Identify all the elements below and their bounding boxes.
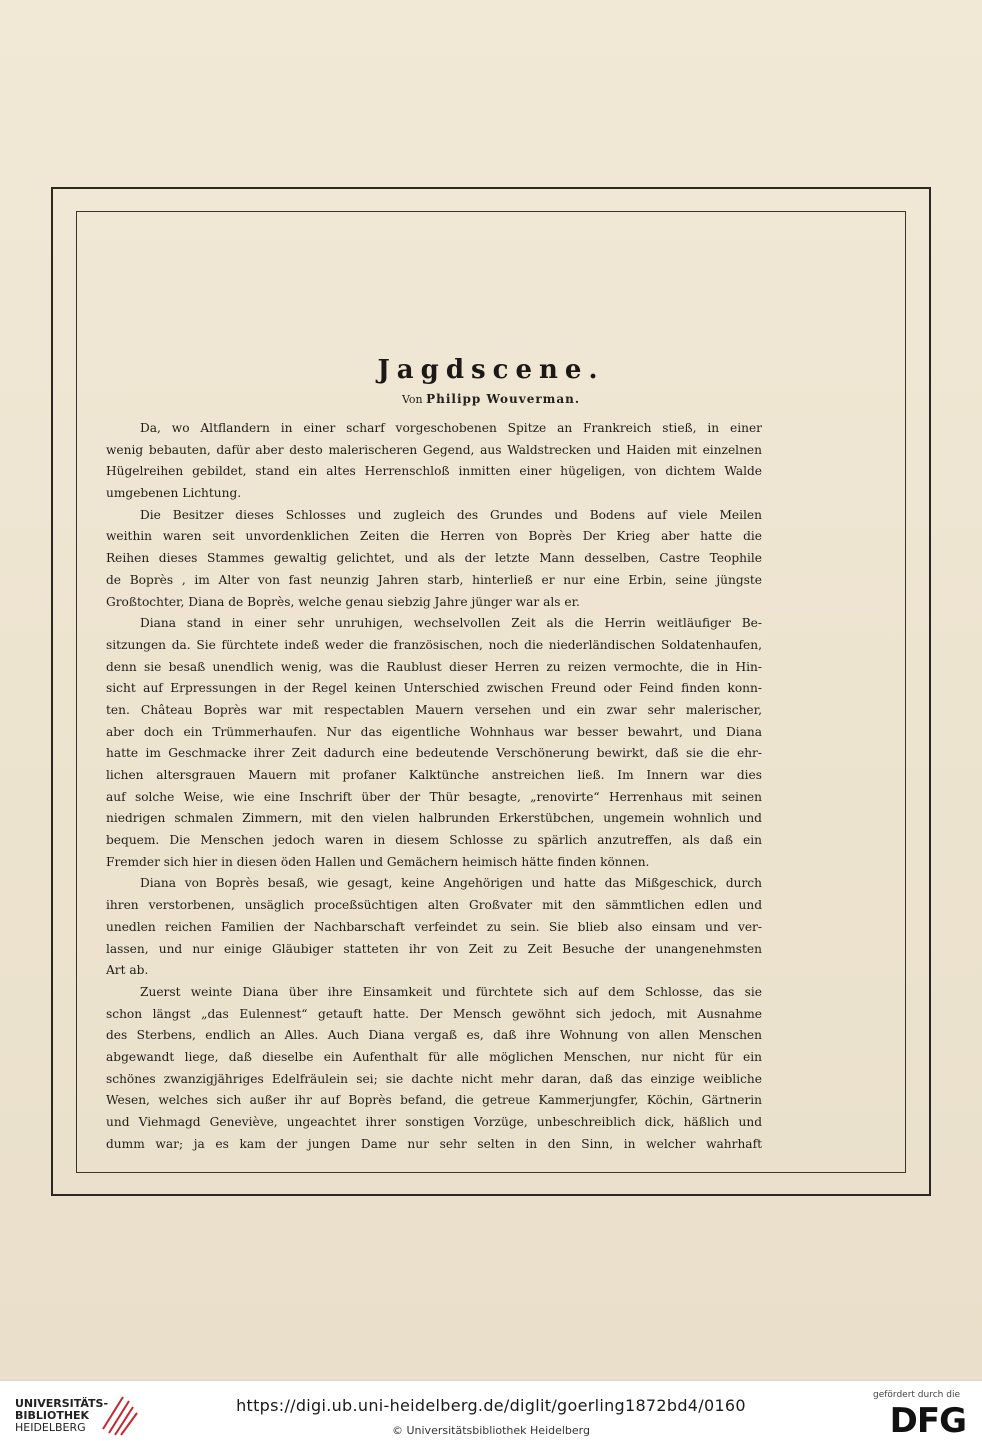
author-name: Philipp Wouverman. [426, 392, 581, 406]
text-line: Diana von Boprès besaß, wie gesagt, keine Angehörigen und hatte das Mißgeschick, durch [140, 876, 762, 891]
text-line: Die Besitzer dieses Schlosses und zugleich des Grundes und Bodens auf viele Meilen [140, 507, 762, 522]
article-title: Jagdscene. [377, 355, 605, 385]
text-line: Wesen, welches sich außer ihr auf Boprès befand, die getreue Kammerjungfer, Köchin, Gärtnerin [106, 1093, 762, 1108]
text-line: bequem. Die Menschen jedoch waren in diesem Schlosse zu spärlich anzutreffen, als daß ein [106, 833, 762, 848]
byline [0, 392, 982, 406]
text-line: unedlen reichen Familien der Nachbarschaft verfeindet zu sein. Sie blieb also einsam und ver- [106, 919, 762, 934]
text-line: und Viehmagd Genevièvе, ungeachtet ihrer sonstigen Vorzüge, unbeschreiblich dick, häßlich und [106, 1115, 762, 1129]
body-text [106, 418, 762, 1155]
text-line: ten. Château Boprès war mit respectablen Mauern versehen und ein zwar sehr malerischer, [106, 702, 762, 717]
text-line: Hügelreihen gebildet, stand ein altes Herrenschloß inmitten einer hügeligen, von dichtem Walde [106, 464, 762, 479]
text-line: wenig bebauten, dafür aber desto malerischeren Gegend, aus Waldstrecken und Haiden mit einzelnen [106, 442, 762, 457]
viewer-footer [0, 1380, 982, 1450]
text-line: Art ab. [106, 963, 149, 978]
text-line: des Sterbens, endlich an Alles. Auch Diana vergaß es, daß ihre Wohnung von allen Menschen [106, 1028, 762, 1043]
text-line: schon längst „das Eulennest“ getauft hatte. Der Mensch gewöhnt sich jedoch, mit Ausnahme [106, 1006, 762, 1021]
logo-line-3: HEIDELBERG [15, 1421, 86, 1434]
text-line: de Boprès , im Alter von fast neunzig Jahren starb, hinterließ er nur eine Erbin, seine jüngste [106, 572, 762, 587]
text-line: auf solche Weise, wie eine Inschrift über der Thür besagte, „renovirte“ Herrenhaus mit seinen [106, 789, 762, 804]
text-line: niedrigen schmalen Zimmern, mit den vielen halbrunden Erkerstübchen, ungemein wohnlich und [106, 811, 762, 826]
text-line: Reihen dieses Stammes gewaltig gelichtet, und als der letzte Mann desselben, Castre Teophile [106, 551, 762, 566]
text-line: Da, wo Altflandern in einer scharf vorgeschobenen Spitze an Frankreich stieß, in einer [140, 421, 762, 435]
text-line: abgewandt liege, daß dieselbe ein Aufenthalt für alle möglichen Menschen, nur nicht für ein [106, 1049, 762, 1064]
text-line: lichen altersgrauen Mauern mit profaner Kalktünche anstreichen ließ. Im Innern war dies [106, 768, 762, 782]
text-line: dumm war; ja es kam der jungen Dame nur sehr selten in den Sinn, in welcher wahrhaft [106, 1136, 762, 1151]
logo-line-2: BIBLIOTHEK [15, 1409, 90, 1422]
text-line: Großtochter, Diana de Boprès, welche genau siebzig Jahre jünger war als er. [106, 594, 580, 609]
text-line: umgebenen Lichtung. [106, 486, 242, 501]
text-line: Fremder sich hier in diesen öden Hallen und Gemächern heimisch hätte finden können. [106, 854, 650, 869]
permalink-url[interactable]: https://digi.ub.uni-heidelberg.de/diglit/goerling1872bd4/0160 [236, 1396, 746, 1415]
logo-line-1: UNIVERSITÄTS- [15, 1397, 109, 1410]
text-line: aber doch ein Trümmerhaufen. Nur das eigentliche Wohnhaus war besser bewahrt, und Diana [106, 724, 762, 739]
text-line: Zuerst weinte Diana über ihre Einsamkeit und fürchtete sich auf dem Schlosse, das sie [140, 984, 762, 999]
text-line: sitzungen da. Sie fürchtete indeß weder die französischen, noch die niederländischen Soldatenhaufen, [106, 637, 762, 652]
text-line: Diana stand in einer sehr unruhigen, wechselvollen Zeit als die Herrin weitläufiger Be- [140, 616, 762, 631]
text-line: hatte im Geschmacke ihrer Zeit dadurch eine bedeutende Verschönerung bewirkt, daß sie die ehr- [106, 746, 762, 761]
text-line: lassen, und nur einige Gläubiger statteten ihr von Zeit zu Zeit Besuche der unangenehmsten [106, 941, 762, 956]
dfg-logo-icon[interactable]: DFG [889, 1401, 966, 1441]
text-line: denn sie besaß unendlich wenig, was die Raublust dieser Herren zu reizen vermochte, die in Hin- [106, 659, 762, 674]
text-line: schönes zwanzigjähriges Edelfräulein sei; sie dachte nicht mehr daran, daß das einzige weibliche [106, 1071, 762, 1086]
funding-note: gefördert durch die [873, 1390, 960, 1400]
text-line: weithin waren seit unvordenklichen Zeiten die Herren von Boprès Der Krieg aber hatte die [106, 529, 762, 544]
text-line: sicht auf Erpressungen in der Regel keinen Unterschied zwischen Freund oder Feind finden konn- [106, 681, 762, 696]
byline-prefix: Von [401, 393, 423, 406]
text-line: ihren verstorbenen, unsäglich proceßsüchtigen alten Großvater mit den sämmtlichen edlen und [106, 898, 762, 913]
copyright-notice: © Universitätsbibliothek Heidelberg [391, 1424, 590, 1437]
